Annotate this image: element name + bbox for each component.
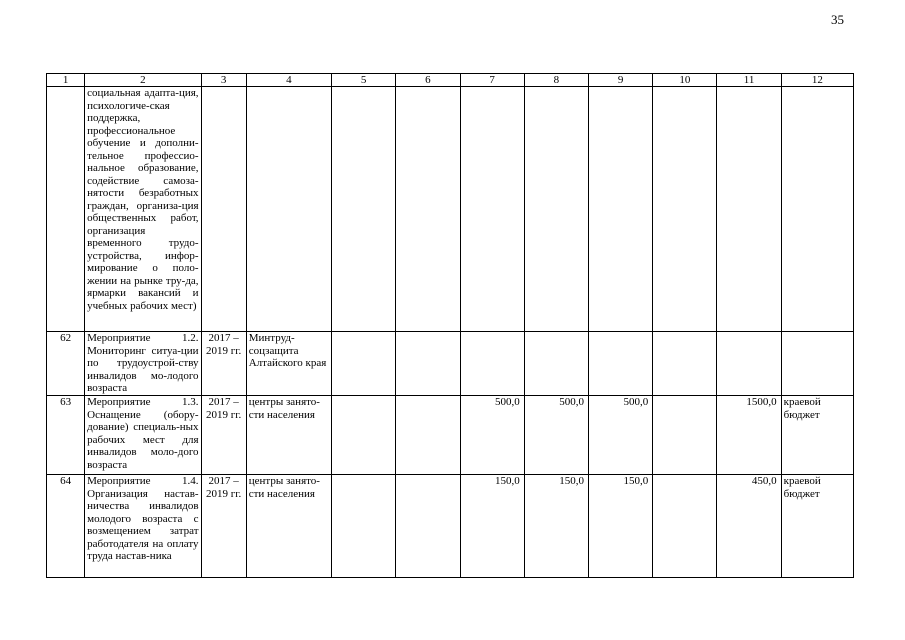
cell-col9: 150,0 [588,475,652,578]
column-header: 11 [717,74,781,87]
measure-name: Мероприятие 1.2. Мониторинг ситуа-ции по трудоустрой-ству инвалидов мо-лодого возраста [85,332,201,396]
funding-source: краевой бюджет [781,396,853,475]
cell-col7: 150,0 [460,475,524,578]
column-header: 1 [47,74,85,87]
cell-col7 [460,87,524,332]
cell-total [717,87,781,332]
cell-col7: 500,0 [460,396,524,475]
cell-col6 [396,332,460,396]
row-number [47,87,85,332]
measure-name: Мероприятие 1.4. Организация настав-ничества инвалидов молодого возраста с возмещением затрат работодателя на оплату труда настав-ника [85,475,201,578]
cell-col10 [653,87,717,332]
period: 2017 – 2019 гг. [201,475,246,578]
executor: Минтруд-соцзащита Алтайского края [246,332,331,396]
cell-col7 [460,332,524,396]
cell-col8 [524,87,588,332]
cell-col9 [588,332,652,396]
row-number: 62 [47,332,85,396]
executor: центры занято-сти населения [246,396,331,475]
cell-col8: 150,0 [524,475,588,578]
cell-col5 [332,396,396,475]
cell-col9: 500,0 [588,396,652,475]
row-number: 63 [47,396,85,475]
table-row [47,332,854,396]
cell-total [717,332,781,396]
period: 2017 – 2019 гг. [201,332,246,396]
column-header: 10 [653,74,717,87]
funding-source [781,332,853,396]
table-row [47,475,854,578]
column-header: 9 [588,74,652,87]
column-header: 3 [201,74,246,87]
cell-total: 1500,0 [717,396,781,475]
cell-col5 [332,475,396,578]
page-number: 35 [831,12,844,27]
cell-col10 [653,332,717,396]
measure-name: Мероприятие 1.3. Оснащение (обору-дование) специаль-ных рабочих мест для инвалидов моло-дого возраста [85,396,201,475]
cell-col6 [396,87,460,332]
cell-col6 [396,396,460,475]
header-row [47,74,854,87]
executor: центры занято-сти населения [246,475,331,578]
cell-col10 [653,475,717,578]
table-row [47,396,854,475]
cell-col5 [332,87,396,332]
period: 2017 – 2019 гг. [201,396,246,475]
cell-col10 [653,396,717,475]
column-header: 7 [460,74,524,87]
cell-col9 [588,87,652,332]
table-row [47,87,854,332]
column-header: 5 [332,74,396,87]
executor [246,87,331,332]
program-table [46,73,854,578]
period [201,87,246,332]
column-header: 8 [524,74,588,87]
column-header: 4 [246,74,331,87]
measure-name: социальная адапта-ция, психологиче-ская поддержка, профессиональное обучение и дополни-тельное профессио-нальное образование, содействие самоза-нятости безработных граждан, организа-ция общественных работ, организация временного трудо-устройства, инфор-мирование о поло-жении на рынке тру-да, ярмарки вакансий и учебных рабочих мест) [85,87,201,332]
cell-col6 [396,475,460,578]
column-header: 6 [396,74,460,87]
funding-source: краевой бюджет [781,475,853,578]
cell-col5 [332,332,396,396]
cell-col8: 500,0 [524,396,588,475]
column-header: 2 [85,74,201,87]
funding-source [781,87,853,332]
row-number: 64 [47,475,85,578]
cell-col8 [524,332,588,396]
column-header: 12 [781,74,853,87]
cell-total: 450,0 [717,475,781,578]
